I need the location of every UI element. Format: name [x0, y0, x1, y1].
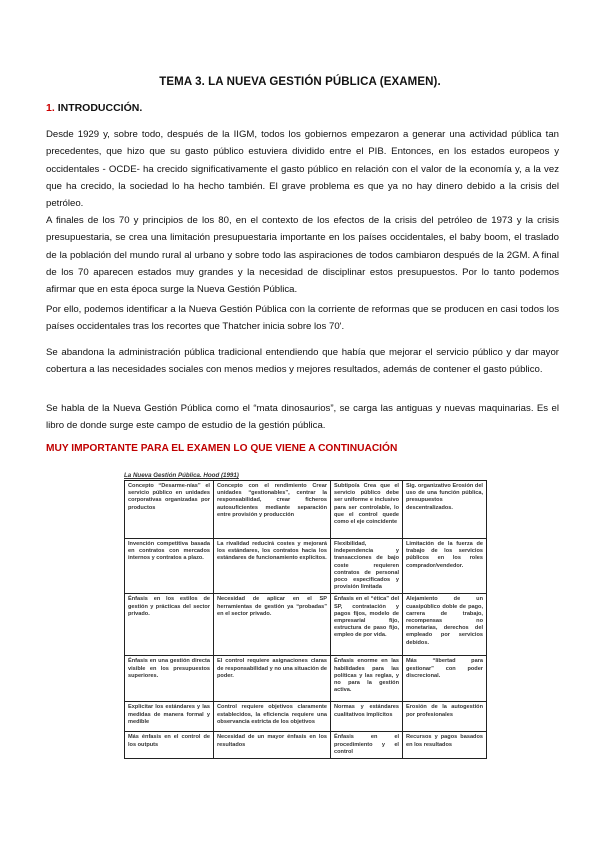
table-cell: Flexibilidad, independencia y transacciones de bajo coste requieren contratos de personal poco especificados y provisión limitada	[331, 539, 403, 594]
section-heading	[46, 102, 142, 114]
table-cell: Más énfasis en el control de los outputs	[125, 732, 214, 759]
section-number: 1.	[46, 102, 55, 114]
npm-table	[124, 480, 487, 759]
section-label: INTRODUCCIÓN.	[57, 102, 143, 114]
table-cell: Énfasis en los estilos de gestión y prácticas del sector privado.	[125, 594, 214, 656]
table-cell: Erosión de la autogestión por profesionales	[403, 702, 487, 732]
table-cell: Énfasis en el “ética” del SP, contratación y pagos fijos, modelo de empresarial fijo, estructura de paso fijo, empleo de por vida.	[331, 594, 403, 656]
table-cell: Sig. organizativo Erosión del uso de una función pública, presupuestos descentralizados.	[403, 481, 487, 539]
table-cell: Necesidad de aplicar en el SP herramientas de gestión ya “probadas” en el sector privado.	[214, 594, 331, 656]
table-cell: Recursos y pagos basados en los resultados	[403, 732, 487, 759]
table-cell: Explicitar los estándares y las medidas de manera formal y medible	[125, 702, 214, 732]
table-cell: Concepto “Desarme-nías” el servicio público en unidades corporativas organizadas por productos	[125, 481, 214, 539]
table-caption: La Nueva Gestión Pública. Hood (1991)	[124, 472, 239, 479]
table-cell: Alejamiento de un cuasipúblico doble de pago, carrera de trabajo, recompensas no monetarias, derechos del empleado por servicios debidos.	[403, 594, 487, 656]
table-cell: Más “libertad para gestionar” con poder discrecional.	[403, 656, 487, 702]
paragraph: Desde 1929 y, sobre todo, después de la IIGM, todos los gobiernos empezaron a generar una actividad pública tan precedentes, que hizo que su gasto público estuviera dividido entre el PIB. Entonces, en los estados europeos y occidentales - OCDE- ha crecido significativamente el gasto público en relación con el valor de la economía y, a la vez que ha crecido, la sociedad lo ha hecho también. El grave problema es que ya no hay dinero debido a la crisis del petróleo.	[46, 129, 559, 210]
table-cell: Control requiere objetivos claramente establecidos, la eficiencia requiere una observancia estricta de los objetivos	[214, 702, 331, 732]
table-row	[125, 732, 487, 759]
paragraph: A finales de los 70 y principios de los 80, en el contexto de los efectos de la crisis del petróleo de 1973 y la crisis presupuestaria, se crea una limitación presupuestaria importante en los países occidentales, el baby boom, el traslado de la población del mundo rural al urbano y sobre todo las aspiraciones de todos cambiaron después de la 2GM. A final de los 70 aparecen estados muy grandes y la necesidad de disciplinar estos presupuestos. Por lo tanto podemos afirmar que en esta época surge la Nueva Gestión Pública.	[46, 215, 559, 296]
table-cell: El control requiere asignaciones claras de responsabilidad y no una situación de poder.	[214, 656, 331, 702]
paragraph: Por ello, podemos identificar a la Nueva Gestión Pública con la corriente de reformas que se producen en casi todos los países occidentales tras los recortes que Thatcher inicia sobre los 70'.	[46, 304, 559, 333]
table-cell: Énfasis enorme en las habilidades para las políticas y las reglas, y no para la gestión activa.	[331, 656, 403, 702]
table-cell: Normas y estándares cualitativos implícitos	[331, 702, 403, 732]
table-row	[125, 539, 487, 594]
paragraph: Se abandona la administración pública tradicional entendiendo que había que mejorar el servicio público y dar mayor cobertura a las necesidades sociales con menos medios y mejores resultados, además de contener el gasto público.	[46, 347, 559, 376]
table-row	[125, 481, 487, 539]
table-row	[125, 594, 487, 656]
table-cell: Subtipo/a Crea que el servicio público debe ser uniforme e inclusivo para ser controlable, lo que el control quede como el eje coincidente	[331, 481, 403, 539]
table-cell: Invención competitiva basada en contratos con mercados internos y contratos a plazo.	[125, 539, 214, 594]
page-title: TEMA 3. LA NUEVA GESTIÓN PÚBLICA (EXAMEN).	[159, 76, 441, 88]
table-cell: Énfasis en una gestión directa visible en los presupuestos superiores.	[125, 656, 214, 702]
table-cell: Necesidad de un mayor énfasis en los resultados	[214, 732, 331, 759]
table-cell: Concepto con el rendimiento Crear unidades “gestionables”, centrar la responsabilidad, crear ficheros autosuficientes mediante separación entre provisión y producción	[214, 481, 331, 539]
table-row	[125, 656, 487, 702]
table-cell: Limitación de la fuerza de trabajo de los servicios públicos en los roles comprador/vendedor.	[403, 539, 487, 594]
paragraph: Se habla de la Nueva Gestión Pública como el “mata dinosaurios”, se carga las antiguas y nuevas maquinarias. Es el libro de donde surge este campo de estudio de la gestión pública.	[46, 403, 559, 432]
table-row	[125, 702, 487, 732]
table-cell: Énfasis en el procedimiento y el control	[331, 732, 403, 759]
exam-alert: MUY IMPORTANTE PARA EL EXAMEN LO QUE VIENE A CONTINUACIÓN	[46, 443, 398, 454]
table-cell: La rivalidad reducirá costes y mejorará los estándares, los contratos hacia los estándares de funcionamiento explícitos.	[214, 539, 331, 594]
